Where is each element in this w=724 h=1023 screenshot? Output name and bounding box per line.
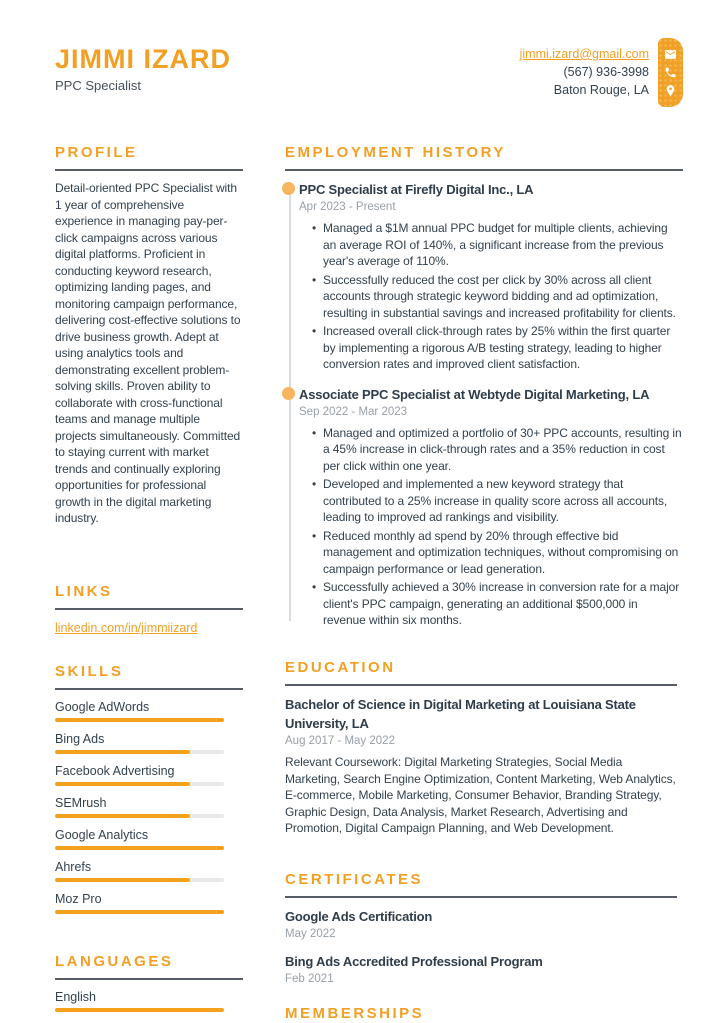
memberships-heading: MEMBERSHIPS	[285, 1005, 677, 1023]
language-item	[55, 989, 243, 1012]
skill-item-bar-fill	[55, 782, 190, 786]
job-bullet: • Managed and optimized a portfolio of 30+ PPC accounts, resulting in a 45% increase in click-through rates and a 35% reduction in cost per click within one year.	[323, 425, 683, 475]
education-list	[285, 695, 677, 837]
certificate-entry	[285, 952, 677, 987]
section-links	[55, 583, 243, 637]
skill-item-bar-fill	[55, 878, 190, 882]
job-date: Apr 2023 - Present	[299, 201, 396, 213]
contact-info	[520, 45, 649, 99]
job-bullet: • Developed and implemented a new keyword strategy that contributed to a 25% increase in quality score across all accounts, leading to improved ad rankings and visibility.	[323, 476, 683, 526]
skill-item	[55, 699, 243, 722]
language-item-name: English	[55, 990, 96, 1004]
skills-list	[55, 699, 243, 914]
skill-item-bar	[55, 910, 224, 914]
job-title: Associate PPC Specialist at Webtyde Digital Marketing, LA	[299, 386, 650, 402]
header-name-block	[55, 44, 231, 93]
certificate-date: May 2022	[285, 928, 336, 940]
section-certificates	[285, 871, 677, 997]
job-bullets	[299, 425, 683, 629]
contact-icon-badge	[658, 38, 683, 107]
job-bullet: • Increased overall click-through rates by 25% within the first quarter by implementing a rigorous A/B testing strategy, leading to higher conversion rates and improved client satisfaction.	[323, 323, 683, 373]
contact-location: Baton Rouge, LA	[553, 83, 649, 97]
section-languages	[55, 953, 243, 1021]
skill-item-bar	[55, 782, 224, 786]
section-education	[285, 659, 677, 837]
skill-item-bar	[55, 814, 224, 818]
skill-item	[55, 827, 243, 850]
skill-item-bar-fill	[55, 750, 190, 754]
skill-item	[55, 795, 243, 818]
skill-item-bar	[55, 846, 224, 850]
job-bullet: • Successfully achieved a 30% increase in conversion rate for a major client's PPC campaign, generating an additional $500,000 in revenue within six months.	[323, 579, 683, 629]
skill-item-bar	[55, 878, 224, 882]
language-item-bar-fill	[55, 1008, 224, 1012]
certificate-date: Feb 2021	[285, 973, 334, 985]
employment-timeline	[285, 180, 683, 629]
mail-icon	[658, 46, 683, 64]
job-bullet: • Reduced monthly ad spend by 20% through effective bid management and optimization techniques, without compromising on campaign performance or lead generation.	[323, 528, 683, 578]
skill-item	[55, 763, 243, 786]
skill-item-name: Bing Ads	[55, 732, 105, 746]
links-heading: LINKS	[55, 583, 243, 610]
location-icon	[658, 82, 683, 100]
job-bullets	[299, 220, 683, 373]
linkedin-link[interactable]: linkedin.com/in/jimmiizard	[55, 621, 198, 635]
job-entry	[285, 385, 683, 629]
link-item	[55, 619, 243, 637]
employment-heading: EMPLOYMENT HISTORY	[285, 144, 683, 171]
education-entry	[285, 695, 677, 837]
certificate-title: Google Ads Certification	[285, 909, 433, 924]
skill-item	[55, 891, 243, 914]
certificate-title: Bing Ads Accredited Professional Program	[285, 954, 543, 969]
skill-item	[55, 731, 243, 754]
skill-item	[55, 859, 243, 882]
job-bullet: • Managed a $1M annual PPC budget for multiple clients, achieving an average ROI of 140%, a significant increase from the previous year's average of 110%.	[323, 220, 683, 270]
skill-item-bar-fill	[55, 718, 224, 722]
links-list	[55, 619, 243, 637]
skill-item-bar-fill	[55, 814, 190, 818]
education-date: Aug 2017 - May 2022	[285, 735, 395, 747]
certificate-entry	[285, 907, 677, 942]
contact-email-row	[520, 45, 649, 63]
job-title: PPC Specialist at Firefly Digital Inc., LA	[299, 182, 534, 197]
language-item-bar	[55, 1008, 224, 1012]
languages-heading: LANGUAGES	[55, 953, 243, 980]
email-link[interactable]: jimmi.izard@gmail.com	[519, 47, 649, 61]
skills-heading: SKILLS	[55, 663, 243, 690]
section-memberships	[285, 1005, 677, 1023]
timeline-dot-icon	[282, 182, 295, 195]
skill-item-bar	[55, 750, 224, 754]
phone-icon	[658, 64, 683, 82]
job-entry	[285, 180, 683, 373]
skill-item-bar-fill	[55, 846, 224, 850]
certificates-heading: CERTIFICATES	[285, 871, 677, 898]
education-description: Relevant Coursework: Digital Marketing Strategies, Social Media Marketing, Search Engine Optimization, Content Marketing, Web Analytics, E-commerce, Mobile Marketing, Consumer Behavior, Branding Strategy, Graphic Design, Data Analysis, Market Research, Advertising and Promotion, Digital Campaign Planning, and Web Development.	[285, 755, 676, 835]
skill-item-bar-fill	[55, 910, 224, 914]
section-profile	[55, 144, 243, 527]
job-date: Sep 2022 - Mar 2023	[299, 405, 408, 418]
person-name: JIMMI IZARD	[55, 44, 231, 74]
skill-item-name: Facebook Advertising	[55, 764, 175, 778]
skill-item-name: Google Analytics	[55, 828, 149, 842]
person-job-title: PPC Specialist	[55, 78, 141, 93]
timeline-dot-icon	[282, 387, 295, 400]
skill-item-name: SEMrush	[55, 796, 107, 810]
job-bullet: • Successfully reduced the cost per click by 30% across all client accounts through strategic keyword bidding and ad optimization, resulting in substantial savings and increased profitability for clients.	[323, 272, 683, 322]
skill-item-name: Ahrefs	[55, 860, 92, 874]
skill-item-name: Moz Pro	[55, 892, 102, 906]
certificates-list	[285, 907, 677, 987]
skill-item-name: Google AdWords	[55, 700, 150, 714]
education-heading: EDUCATION	[285, 659, 677, 686]
languages-list	[55, 989, 243, 1012]
education-title: Bachelor of Science in Digital Marketing at Louisiana State University, LA	[285, 697, 636, 731]
profile-heading: PROFILE	[55, 144, 243, 171]
section-skills	[55, 663, 243, 923]
profile-text: Detail-oriented PPC Specialist with 1 year of comprehensive experience in managing pay-per-click campaigns across various digital platforms. Proficient in conducting keyword research, optimizing landing pages, and monitoring campaign performance, delivering cost-effective solutions to drive business growth. Adept at using analytics tools and demonstrating excellent problem-solving skills. Proven ability to collaborate with cross-functional teams and manage multiple projects simultaneously. Committed to staying current with market trends and continually exploring opportunities for professional growth in the digital marketing industry.	[55, 181, 241, 525]
contact-phone: (567) 936-3998	[563, 65, 649, 79]
skill-item-bar	[55, 718, 224, 722]
section-employment-history	[285, 144, 683, 641]
